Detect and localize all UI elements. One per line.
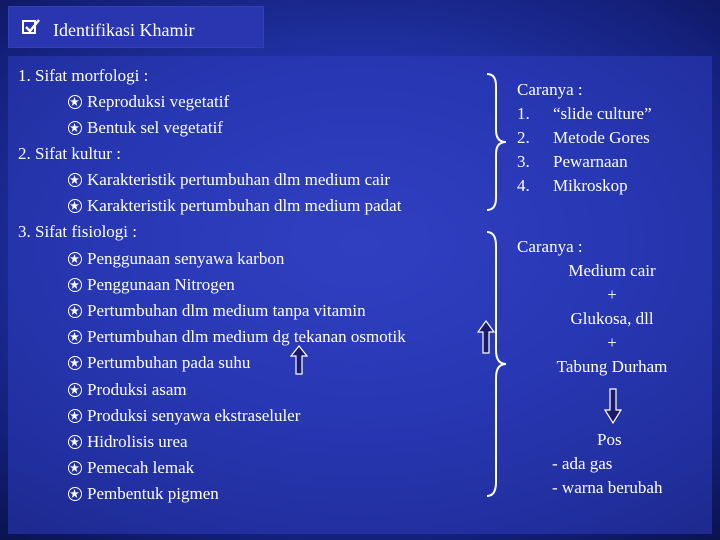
bullet-icon <box>68 252 82 266</box>
bullet-icon <box>68 356 82 370</box>
list-item: Karakteristik pertumbuhan dlm medium padat <box>87 196 402 215</box>
list-item: Mikroskop <box>553 176 628 195</box>
checkbox-icon <box>22 20 36 34</box>
list-item: Bentuk sel vegetatif <box>87 118 223 137</box>
list-item: Produksi senyawa ekstraseluler <box>87 406 301 425</box>
list-item: Pertumbuhan dlm medium dg tekanan osmotik <box>87 327 406 346</box>
bullet-icon <box>68 278 82 292</box>
list-item: Hidrolisis urea <box>87 432 188 451</box>
heading-fisiologi: 3. Sifat fisiologi : <box>18 222 137 241</box>
bullet-icon <box>68 383 82 397</box>
list-number: 3. <box>517 152 530 171</box>
bullet-icon <box>68 435 82 449</box>
heading-kultur: 2. Sifat kultur : <box>18 144 121 163</box>
list-item: Reproduksi vegetatif <box>87 92 230 111</box>
arrow-up-icon <box>290 345 308 375</box>
list-item: Pembentuk pigmen <box>87 484 219 503</box>
method-line: + <box>607 333 617 352</box>
list-item: Metode Gores <box>553 128 650 147</box>
list-item: Pertumbuhan pada suhu <box>87 353 251 372</box>
list-number: 2. <box>517 128 530 147</box>
bullet-icon <box>68 409 82 423</box>
bullet-icon <box>68 199 82 213</box>
result-item: - ada gas <box>552 454 613 473</box>
bullet-icon <box>68 95 82 109</box>
bullet-icon <box>68 173 82 187</box>
list-item: Pertumbuhan dlm medium tanpa vitamin <box>87 301 366 320</box>
list-number: 1. <box>517 104 530 123</box>
list-item: Pewarnaan <box>553 152 628 171</box>
caranya-heading: Caranya : <box>517 80 583 99</box>
bullet-icon <box>68 487 82 501</box>
list-item: Produksi asam <box>87 380 187 399</box>
method-line: Glukosa, dll <box>570 309 654 328</box>
bullet-icon <box>68 121 82 135</box>
list-item: Penggunaan senyawa karbon <box>87 249 285 268</box>
method-line: Medium cair <box>568 261 656 280</box>
heading-morfologi: 1. Sifat morfologi : <box>18 66 149 85</box>
method-line: Tabung Durham <box>556 357 668 376</box>
method-line: + <box>607 285 617 304</box>
arrow-down-icon <box>604 388 622 424</box>
caranya-heading: Caranya : <box>517 237 583 256</box>
bullet-icon <box>68 330 82 344</box>
list-item: Karakteristik pertumbuhan dlm medium cair <box>87 170 391 189</box>
bullet-icon <box>68 304 82 318</box>
right-brace-icon <box>484 72 510 212</box>
right-brace-icon <box>484 230 510 498</box>
bullet-icon <box>68 461 82 475</box>
title-bar <box>8 6 264 48</box>
slide-title: Identifikasi Khamir <box>53 20 195 40</box>
result-item: - warna berubah <box>552 478 663 497</box>
result-label: Pos <box>597 430 622 449</box>
list-number: 4. <box>517 176 530 195</box>
list-item: Penggunaan Nitrogen <box>87 275 235 294</box>
list-item: Pemecah lemak <box>87 458 195 477</box>
list-item: “slide culture” <box>553 104 652 123</box>
